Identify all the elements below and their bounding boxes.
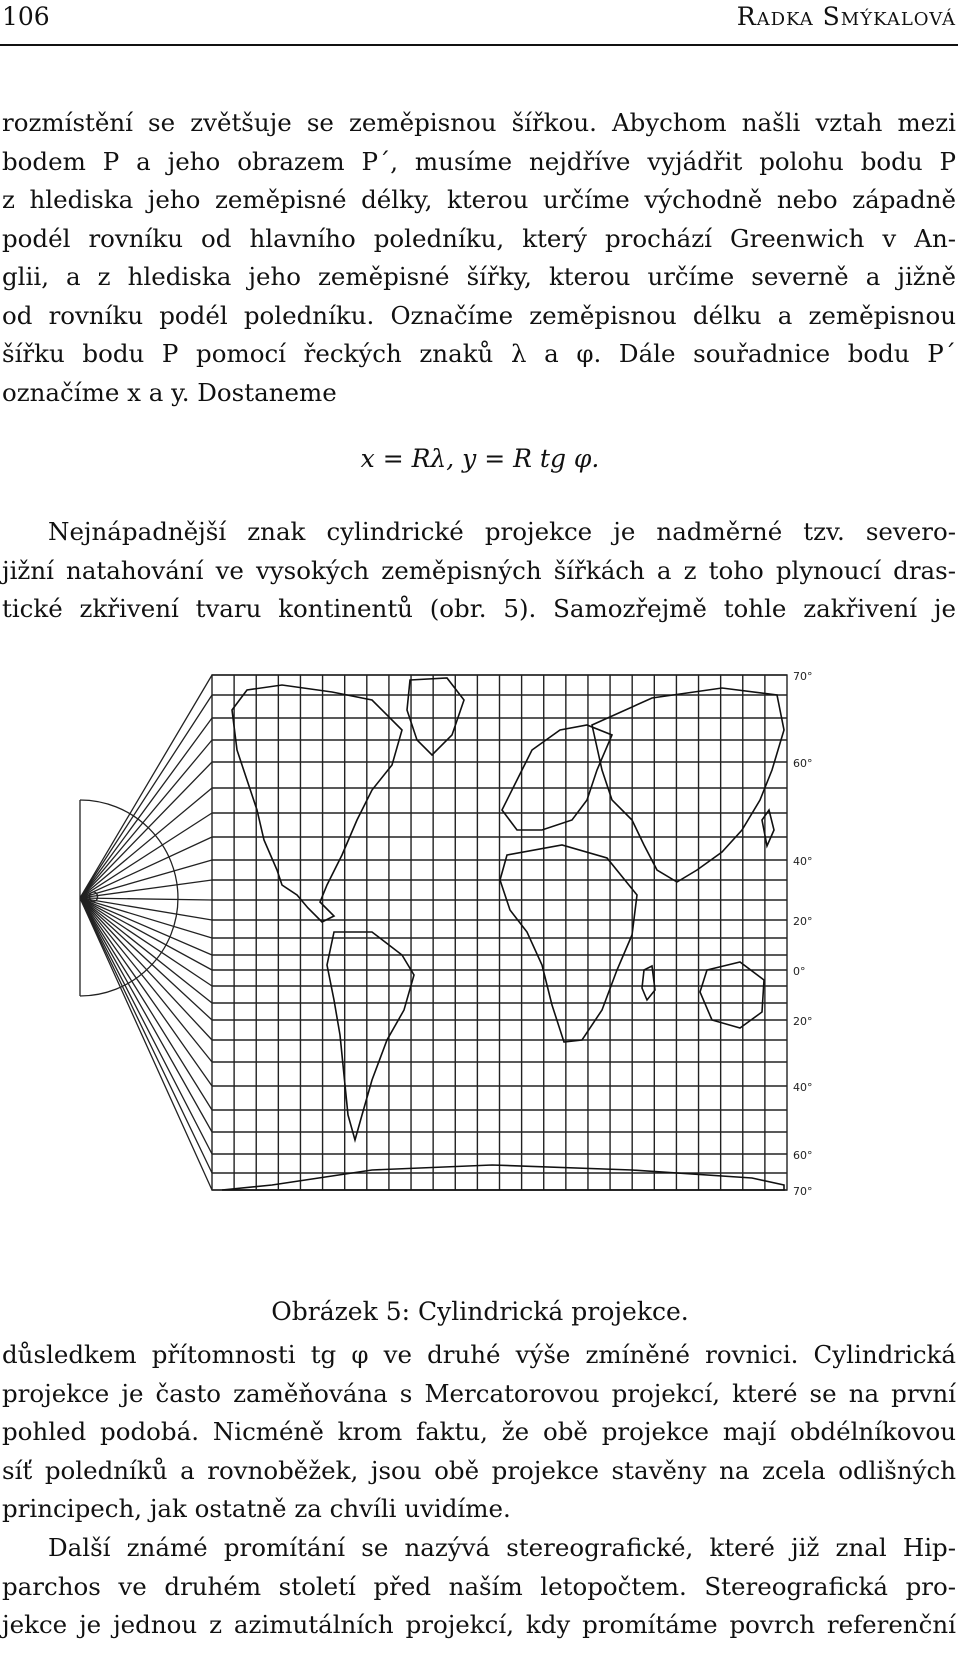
- latitude-label: 0°: [793, 965, 806, 978]
- projection-ray: [80, 898, 212, 1173]
- projection-sphere: [80, 675, 212, 1190]
- projection-ray: [80, 788, 212, 898]
- text-line: projekce je často zaměňována s Mercatorovou projekcí, které se na první: [2, 1378, 956, 1408]
- text-line: podél rovníku od hlavního poledníku, který prochází Greenwich v An-: [2, 223, 956, 253]
- projection-ray: [80, 718, 212, 898]
- latitude-label: 40°: [793, 855, 813, 868]
- cylindrical-projection-figure: [72, 670, 872, 1225]
- australia-outline: [700, 962, 764, 1028]
- page-number: 106: [2, 2, 50, 31]
- map-grid: [212, 675, 787, 1190]
- text-line: parchos ve druhém století před naším letopočtem. Stereografická pro-: [2, 1571, 956, 1601]
- latitude-label: 70°: [793, 670, 813, 683]
- text-line: z hlediska jeho zeměpisné délky, kterou určíme východně nebo západně: [2, 185, 956, 214]
- projection-ray: [80, 898, 212, 1110]
- latitude-label: 20°: [793, 915, 813, 928]
- projection-ray: [80, 898, 212, 1003]
- text-line: glii, a z hlediska jeho zeměpisné šířky, kterou určíme severně a jižně: [2, 262, 956, 291]
- africa-outline: [500, 845, 637, 1042]
- text-line: pohled podobá. Nicméně krom faktu, že obě projekce mají obdélníkovou: [2, 1417, 956, 1446]
- text-line: Další známé promítání se nazývá stereografické, které již znal Hip-: [48, 1533, 956, 1562]
- latitude-label: 60°: [793, 1149, 813, 1162]
- latitude-label: 40°: [793, 1081, 813, 1094]
- text-line: principech, jak ostatně za chvíli uvidíme.: [2, 1494, 511, 1523]
- text-line: od rovníku podél poledníku. Označíme zeměpisnou délku a zeměpisnou: [2, 300, 956, 330]
- latitude-label: 20°: [793, 1015, 813, 1028]
- projection-ray: [80, 898, 212, 1132]
- text-line: jekce je jednou z azimutálních projekcí, kdy promítáme povrch referenční: [2, 1610, 956, 1639]
- paragraph-4: [2, 1529, 956, 1645]
- running-author: Radka Smýkalová: [736, 2, 956, 31]
- world-coastlines: [222, 678, 784, 1190]
- text-line: síť poledníků a rovnoběžek, jsou obě projekce stavěny na zcela odlišných: [2, 1455, 956, 1485]
- text-line: označíme x a y. Dostaneme: [2, 377, 337, 407]
- paragraph-3: [2, 1336, 956, 1529]
- text-line: tické zkřivení tvaru kontinentů (obr. 5). Samozřejmě tohle zakřivení je: [2, 594, 956, 623]
- figure-caption: Obrázek 5: Cylindrická projekce.: [271, 1297, 689, 1326]
- origin-label: O: [88, 890, 100, 906]
- text-line: jižní natahování ve vysokých zeměpisných šířkách a z toho plynoucí dras-: [2, 555, 956, 585]
- latitude-label: 70°: [793, 1185, 813, 1198]
- text-line: důsledkem přítomnosti tg φ ve druhé výše zmíněné rovnici. Cylindrická: [2, 1340, 956, 1369]
- projection-ray: [80, 675, 212, 898]
- latitude-label: 60°: [793, 757, 813, 770]
- asia-outline: [592, 688, 784, 882]
- projection-ray: [80, 898, 212, 1154]
- text-line: Nejnápadnější znak cylindrické projekce je nadměrné tzv. severo-: [48, 517, 956, 546]
- equation: x = Rλ, y = R tg φ.: [360, 444, 600, 473]
- running-header: [2, 2, 956, 36]
- north-america-outline: [232, 685, 402, 922]
- text-line: šířku bodu P pomocí řeckých znaků λ a φ. Dále souřadnice bodu P´: [2, 339, 956, 368]
- projection-ray: [80, 740, 212, 898]
- paragraph-2: [2, 513, 956, 629]
- projection-ray: [80, 762, 212, 898]
- south-america-outline: [327, 932, 414, 1140]
- text-line: rozmístění se zvětšuje se zeměpisnou šířkou. Abychom našli vztah mezi: [2, 108, 956, 137]
- text-line: bodem P a jeho obrazem P´, musíme nejdříve vyjádřit polohu bodu P: [2, 146, 956, 176]
- projection-ray: [80, 898, 212, 900]
- latitude-labels: [793, 670, 813, 1198]
- japan-outline: [762, 810, 774, 846]
- paragraph-1: [2, 104, 956, 412]
- header-rule: [0, 44, 958, 46]
- antarctica-outline: [222, 1165, 784, 1190]
- projection-ray: [80, 898, 212, 1062]
- projection-ray: [80, 898, 212, 1040]
- madagascar-outline: [642, 966, 655, 1000]
